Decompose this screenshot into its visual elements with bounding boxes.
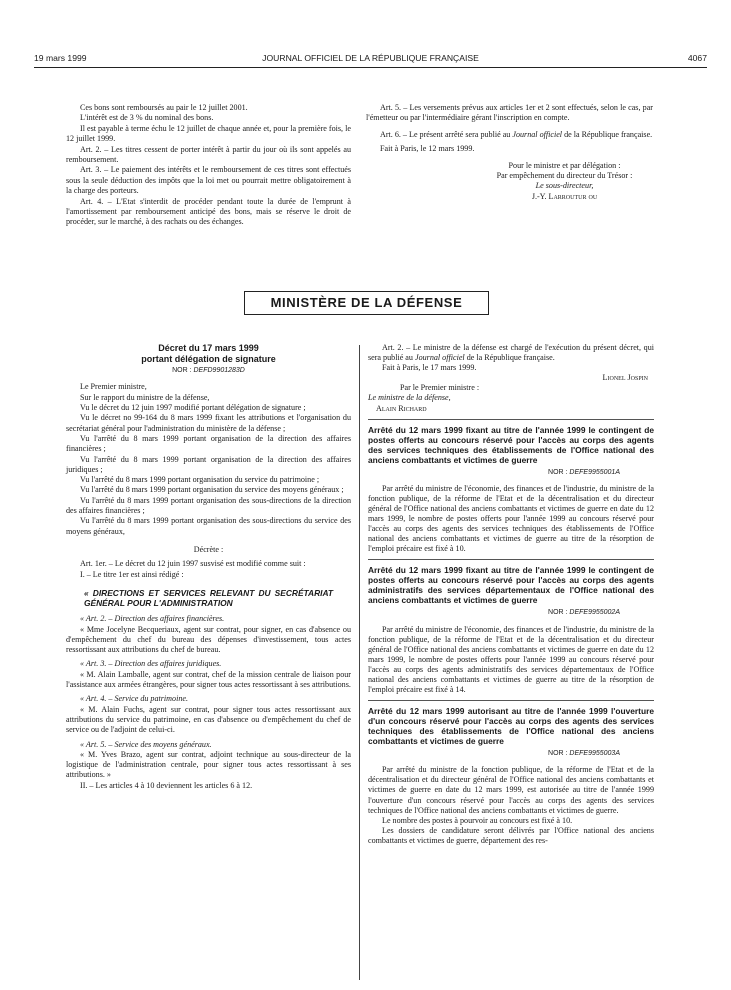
top-left-column [66,103,351,228]
paragraph: Vu l'arrêté du 8 mars 1999 portant organisation des sous-directions du service des moyens généraux, [66,516,351,536]
art2-text-b: de la République française. [464,353,555,363]
arrete-3-text: Par arrêté du ministre de la fonction publique, de la réforme de l'Etat et de la décentralisation et du directeur général de l'Office national des anciens combattants et victimes de guerre en date du 12 mars 1999, est autorisée au titre de l'année 1999 l'ouverture d'un concours réservé pour l'accès au corps des agents des services techniques de l'Office national des anciens combattants et victimes de guerre. [368,765,654,815]
paragraph: Vu le décret no 99-164 du 8 mars 1999 fixant les attributions et l'organisation du secrétariat général pour l'administration du ministère de la défense ; [66,413,351,433]
paragraph: Vu le décret du 12 juin 1997 modifié portant délégation de signature ; [80,403,306,413]
ministre-defense-title: Le ministre de la défense, [368,393,451,403]
paragraph: L'intérêt est de 3 % du nominal des bons. [80,113,214,123]
nor-code: DEFD9901283D [193,367,245,375]
nor-code: DEFE9955002A [569,609,620,617]
paragraph: Vu l'arrêté du 8 mars 1999 portant organisation du service du patrimoine ; [80,475,320,485]
journal-officiel-ref: Journal officiel [512,129,563,139]
article-3: Art. 3. – Le paiement des intérêts et le remboursement de ces titres sont effectués sous la seule déduction des impôts que la loi met ou pourrait mettre obligatoirement à la charge des porteurs. [66,165,351,196]
ministry-heading: MINISTÈRE DE LA DÉFENSE [244,291,489,315]
header-rule [34,67,707,68]
decree-title-line2: portant délégation de signature [141,353,276,364]
signature-line-1: Pour le ministre et par délégation : [508,160,621,170]
column-divider [359,345,360,980]
section-i: I. – Le titre 1er est ainsi rédigé : [80,569,184,579]
arrete-3-title: Arrêté du 12 mars 1999 autorisant au titre de l'année 1999 l'ouverture d'un concours réservé pour l'accès au corps des agents des services techniques des établissements de l'Office national des anciens combattants et victimes de guerre [368,706,654,747]
subtitle-directions: « DIRECTIONS ET SERVICES RELEVANT DU SECRÉTARIAT GÉNÉRAL POUR L'ADMINISTRATION [84,587,333,609]
header-page-number: 4067 [687,53,707,63]
art2-text-a: Art. 2. – Le ministre de la défense est chargé de l'exécution du présent décret, qui sera publié au [368,343,654,363]
article-2: Art. 2. – Les titres cessent de porter intérêt à partir du jour où ils sont appelés au remboursement. [66,144,351,165]
paragraph: Vu l'arrêté du 8 mars 1999 portant organisation de la direction des affaires juridiques ; [66,454,351,474]
par-le-premier-ministre: Par le Premier ministre : [400,383,480,393]
article-4: Art. 4. – L'Etat s'interdit de procéder pendant toute la durée de l'emprunt à l'amortissement par remboursement anticipé des bons, mais se réserve le droit de procéder, sur le marché, à des rachats ou des échanges. [66,196,351,227]
fait-a-paris: Fait à Paris, le 17 mars 1999. [382,363,477,373]
paragraph: Vu l'arrêté du 8 mars 1999 portant organisation du service des moyens généraux ; [80,485,344,495]
premier-ministre-name: Lionel Jospin [602,373,648,383]
arrete-1-nor [368,468,654,478]
right-column [368,343,654,846]
signature-line-2: Par empêchement du directeur du Trésor : [496,171,633,181]
decrete: Décrète : [193,544,224,554]
art5-heading: « Art. 5. – Service des moyens généraux. [80,739,212,749]
arrete-3-text-2: Le nombre des postes à pourvoir au concours est fixé à 10. [382,815,573,825]
arrete-3-text-3: Les dossiers de candidature seront délivrés par l'Office national des anciens combattants et victimes de guerre, département des res- [368,825,654,845]
nor-code: DEFE9955003A [569,750,620,758]
top-right-column [366,103,653,202]
signature-line-3: Le sous-directeur, [535,181,594,191]
decree-title-line1: Décret du 17 mars 1999 [158,343,259,353]
art6-text-a: Art. 6. – Le présent arrêté sera publié au [380,129,513,139]
paragraph: Ces bons sont remboursés au pair le 12 juillet 2001. [80,103,248,112]
paragraph: Sur le rapport du ministre de la défense, [80,392,210,402]
paragraph: Il est payable à terme échu le 12 juillet de chaque année et, pour la première fois, le 12 juillet 1999. [66,123,351,144]
section-ii: II. – Les articles 4 à 10 deviennent les articles 6 à 12. [80,780,253,790]
art3-heading: « Art. 3. – Direction des affaires juridiques. [80,659,222,669]
art2-text: « Mme Jocelyne Becqueriaux, agent sur contrat, pour signer, en cas d'absence ou d'empêchement du chef du bureau des dépenses d'investissement, tous actes ressortissant aux attributions du chef de bureau. [66,624,351,655]
nor-label: NOR : [548,609,570,617]
arrete-1-text: Par arrêté du ministre de l'économie, des finances et de l'industrie, du ministre de la fonction publique, de la réforme de l'Etat et de la décentralisation et du directeur général de l'Office national des anciens combattants et victimes de guerre en date du 12 mars 1999, le nombre de postes offerts pour l'année 1999 au concours réservé pour l'accès au corps des agents des services techniques des établissements de l'Office national des anciens combattants et victimes de guerre au titre de la résorption de l'emploi précaire est fixé à 10. [368,483,654,554]
arrete-1-title: Arrêté du 12 mars 1999 fixant au titre de l'année 1999 le contingent de postes offerts au concours réservé pour l'accès au corps des agents des services techniques des établissements de l'Office national des anciens combattants et victimes de guerre [368,424,654,465]
nor-label: NOR : [548,468,570,476]
nor-label: NOR : [548,750,570,758]
header-journal-title: JOURNAL OFFICIEL DE LA RÉPUBLIQUE FRANÇAISE [262,53,479,63]
paragraph: Vu l'arrêté du 8 mars 1999 portant organisation des sous-directions de la direction des affaires financières ; [66,495,351,516]
arrete-2-title: Arrêté du 12 mars 1999 fixant au titre de l'année 1999 le contingent de postes offerts au concours réservé pour l'accès au corps des agents administratifs des services départementaux de l'Office national des anciens combattants et victimes de guerre [368,565,654,606]
article-5: Art. 5. – Les versements prévus aux articles 1er et 2 sont effectués, selon le cas, par l'émetteur ou par l'intermédiaire gérant l'inscription en compte. [366,103,653,123]
art3-text: « M. Alain Lamballe, agent sur contrat, chef de la mission centrale de liaison pour l'assistance aux armées étrangères, pour signer tous actes ressortissant à ses attributions. [66,669,351,690]
art6-text-b: de la République française. [562,129,653,139]
journal-officiel-ref: Journal officiel [414,353,465,363]
arrete-3-nor [368,749,654,759]
separator [368,700,654,701]
art4-text: « M. Alain Fuchs, agent sur contrat, pour signer tous actes ressortissant aux attributions du service du patrimoine, en cas d'absence ou d'empêchement du chef de service ou de l'adjoint de celui-ci. [66,704,351,735]
page-header [34,53,707,67]
separator [368,559,654,560]
decree-column [66,343,351,791]
decree-article-2 [368,343,654,363]
art5-text: « M. Yves Brazo, agent sur contrat, adjoint technique au sous-directeur de la logistique de l'administration centrale, pour signer tous actes ressortissant à ses attributions. » [66,749,351,780]
paragraph: Vu l'arrêté du 8 mars 1999 portant organisation de la direction des affaires financières ; [66,433,351,454]
article-1: Art. 1er. – Le décret du 12 juin 1997 susvisé est modifié comme suit : [80,559,306,569]
arrete-2-text: Par arrêté du ministre de l'économie, des finances et de l'industrie, du ministre de la fonction publique, de la réforme de l'Etat et de la décentralisation et du directeur général de l'Office national des anciens combattants et victimes de guerre en date du 12 mars 1999, le nombre de postes offerts pour l'année 1999 au concours réservé pour l'accès au corps des agents administratifs des services départementaux de l'Office national des anciens combattants et victimes de guerre au titre de la résorption de l'emploi précaire est fixé à 14. [368,624,654,695]
fait-a-paris: Fait à Paris, le 12 mars 1999. [380,144,475,154]
art4-heading: « Art. 4. – Service du patrimoine. [80,694,188,704]
separator [368,419,654,420]
nor-code: DEFE9955001A [569,468,620,476]
arrete-2-nor [368,608,654,618]
signature-name: J.-Y. Larroutur ou [531,191,598,201]
paragraph: Le Premier ministre, [80,382,147,392]
article-6 [366,130,653,140]
decree-nor [66,366,351,376]
nor-label: NOR : [172,367,194,375]
ministre-name: Alain Richard [376,403,427,413]
header-date: 19 mars 1999 [34,53,87,63]
art2-heading: « Art. 2. – Direction des affaires financières. [80,614,225,624]
